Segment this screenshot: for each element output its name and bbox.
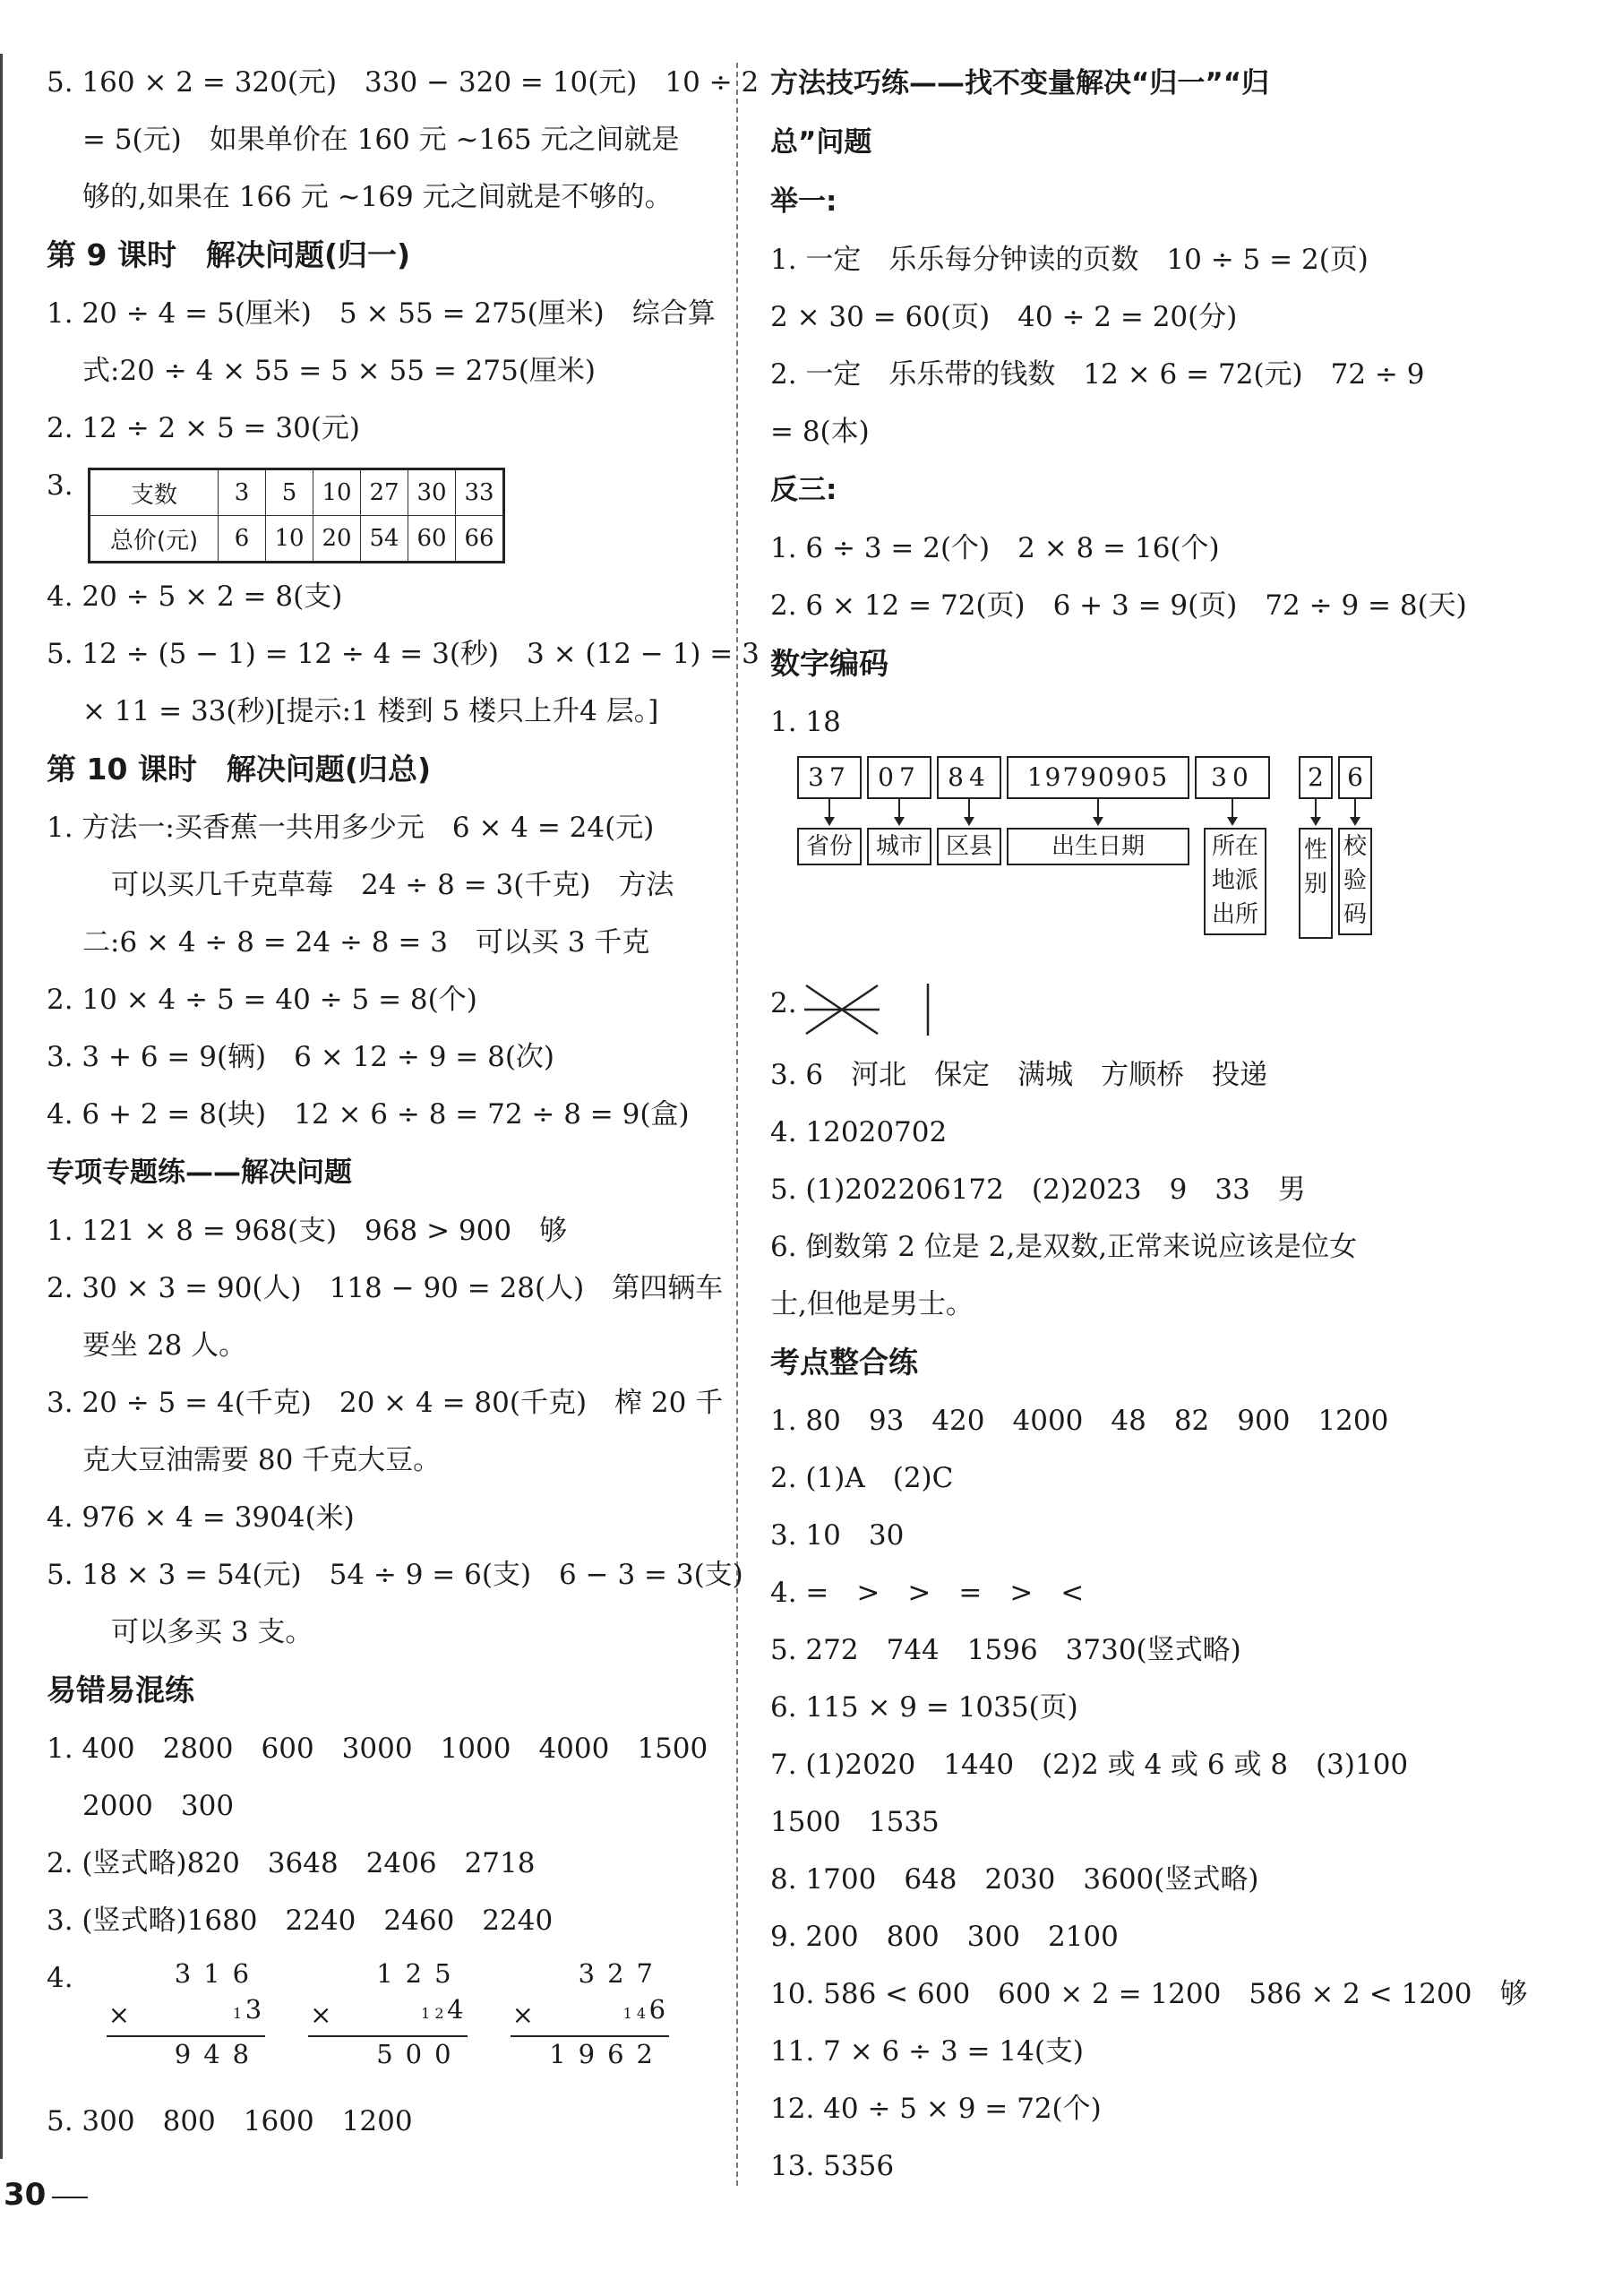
table-cell: 54 [361,516,408,563]
answer-line: 2. (1)A (2)C [770,1462,954,1494]
page-number-rule [52,2197,88,2198]
times-sign: × [511,1999,534,2030]
answer-line: 5. (1)202206172 (2)2023 9 33 男 [770,1174,1306,1206]
section-heading-method: 方法技巧练——找不变量解决“归一”“归 [770,67,1270,99]
answer-line: 可以买几千克草莓 24 ÷ 8 = 3(千克) 方法 [111,869,674,901]
section-heading-method-cont: 总”问题 [770,126,872,159]
section-heading-special: 专项专题练——解决问题 [47,1157,352,1189]
id-segment-box: 07 [867,756,931,799]
question-number: 3. [47,469,73,502]
answer-line: 4. = > > = > < [770,1577,1085,1609]
answer-line: 3. 6 河北 保定 满城 方顺桥 投递 [770,1059,1268,1091]
answer-line: 10. 586 < 600 600 × 2 = 1200 586 × 2 < 1200 够 [770,1978,1528,2010]
answer-line: 士,但他是男士。 [770,1288,974,1320]
question-number: 2. [770,987,797,1019]
question-number: 4. [47,1962,73,1994]
id-segment-box: 30 [1195,756,1270,799]
vertical-multiplication [301,1949,485,2084]
subheading-example: 举一: [770,185,837,218]
answer-line: 5. 300 800 1600 1200 [47,2105,413,2137]
carry-digits: 1 2 [421,2005,444,2022]
answer-line: = 5(元) 如果单价在 160 元 ~165 元之间就是 [82,124,680,156]
answer-line: 9. 200 800 300 2100 [770,1921,1119,1953]
multiplicand: 316 [174,1958,262,1989]
multiplier: 3 [245,1994,262,2025]
answer-line: 1500 1535 [770,1806,940,1838]
table-header-cell: 总价(元) [90,516,219,563]
table-cell: 66 [456,516,504,563]
multiplier: 6 [648,1994,666,2025]
times-sign: × [310,1999,332,2030]
table-header-cell: 支数 [90,469,219,516]
price-table [88,468,505,563]
product: 500 [376,2039,464,2069]
answer-line: 3. (竖式略)1680 2240 2460 2240 [47,1905,554,1937]
answer-line: 2. 10 × 4 ÷ 5 = 40 ÷ 5 = 8(个) [47,984,477,1016]
section-heading-mistakes: 易错易混练 [47,1673,194,1707]
arrow-down-icon [1232,799,1233,824]
table-row [90,516,504,563]
answer-line: 4. 20 ÷ 5 × 2 = 8(支) [47,580,343,613]
table-cell: 33 [456,469,504,516]
carry-digits: 1 4 [622,2005,647,2022]
answer-line: 2. 30 × 3 = 90(人) 118 − 90 = 28(人) 第四辆车 [47,1272,724,1304]
table-cell: 10 [266,516,313,563]
subheading-practice: 反三: [770,474,837,506]
table-cell: 27 [361,469,408,516]
id-segment-label: 校验码 [1338,828,1372,935]
multiplicand: 125 [376,1958,464,1989]
answer-line: 7. (1)2020 1440 (2)2 或 4 或 6 或 8 (3)100 [770,1749,1409,1781]
answer-line: 1. 20 ÷ 4 = 5(厘米) 5 × 55 = 275(厘米) 综合算 [47,297,716,330]
matching-answer [770,975,1433,1046]
answer-line: = 8(本) [770,416,870,448]
answer-line: 1. 6 ÷ 3 = 2(个) 2 × 8 = 16(个) [770,532,1220,564]
id-segment-label: 城市 [867,828,931,865]
id-segment-box: 37 [797,756,862,799]
section-heading-review: 考点整合练 [770,1345,918,1380]
table-cell: 20 [313,516,361,563]
page-number: 30 [4,2177,47,2213]
answer-line: 要坐 28 人。 [82,1329,247,1362]
id-segment-label: 省份 [797,828,862,865]
answer-line: 2. 一定 乐乐带的钱数 12 × 6 = 72(元) 72 ÷ 9 [770,358,1425,391]
section-heading-lesson-9: 第 9 课时 解决问题(归一) [47,237,411,272]
answer-line: 可以多买 3 支。 [111,1616,313,1648]
matching-lines-icon [797,978,940,1041]
multiplier: 4 [447,1994,464,2025]
answer-line: 2 × 30 = 60(页) 40 ÷ 2 = 20(分) [770,301,1238,333]
answer-line: × 11 = 33(秒)[提示:1 楼到 5 楼只上升4 层。] [82,695,659,727]
answer-line: 克大豆油需要 80 千克大豆。 [82,1444,442,1476]
page-left-edge [0,54,3,2159]
table-cell: 10 [313,469,361,516]
id-segment-box: 2 [1299,756,1333,799]
id-segment-label: 出生日期 [1007,828,1189,865]
answer-line: 5. 12 ÷ (5 − 1) = 12 ÷ 4 = 3(秒) 3 × (12 − 1) = 3 [47,638,760,670]
answer-line: 1. 121 × 8 = 968(支) 968 > 900 够 [47,1215,568,1247]
table-cell: 5 [266,469,313,516]
arrow-down-icon [968,799,970,824]
answer-line: 1. 80 93 420 4000 48 82 900 1200 [770,1405,1389,1437]
id-segment-label: 区县 [937,828,1001,865]
answer-line: 2000 300 [82,1790,235,1822]
times-sign: × [107,1999,131,2030]
arrow-down-icon [898,799,900,824]
answer-line: 13. 5356 [770,2150,895,2182]
multiplicand: 327 [578,1958,666,1989]
answer-line: 11. 7 × 6 ÷ 3 = 14(支) [770,2035,1085,2068]
answer-line: 3. 20 ÷ 5 = 4(千克) 20 × 4 = 80(千克) 榨 20 千 [47,1387,724,1419]
section-heading-lesson-10: 第 10 课时 解决问题(归总) [47,752,432,787]
answer-line: 5. 160 × 2 = 320(元) 330 − 320 = 10(元) 10 ÷ 2 [47,66,760,99]
answer-line: 3. 10 30 [770,1519,905,1552]
answer-line: 3. 3 + 6 = 9(辆) 6 × 12 ÷ 9 = 8(次) [47,1041,555,1073]
answer-line: 6. 115 × 9 = 1035(页) [770,1691,1078,1724]
right-column [770,54,1528,2195]
table-cell: 60 [408,516,456,563]
answer-line: 2. (竖式略)820 3648 2406 2718 [47,1847,536,1879]
arrow-down-icon [828,799,830,824]
table-cell: 3 [219,469,266,516]
id-segment-box: 84 [937,756,1001,799]
column-divider [736,63,738,2186]
vertical-multiplication [503,1949,687,2084]
arrow-down-icon [1315,799,1317,824]
answer-line: 12. 40 ÷ 5 × 9 = 72(个) [770,2093,1102,2125]
vertical-multiplication-row [47,1949,705,2093]
answer-line: 4. 6 + 2 = 8(块) 12 × 6 ÷ 8 = 72 ÷ 8 = 9(盒) [47,1098,690,1131]
rule-line [107,2035,265,2037]
id-segment-box: 19790905 [1007,756,1189,799]
answer-line: 6. 倒数第 2 位是 2,是双数,正常来说应该是位女 [770,1231,1358,1263]
id-segment-label: 性别 [1299,828,1333,939]
answer-line: 2. 6 × 12 = 72(页) 6 + 3 = 9(页) 72 ÷ 9 = 8(天) [770,589,1467,622]
left-column [47,54,760,2150]
arrow-down-icon [1354,799,1356,824]
answer-line: 1. 方法一:买香蕉一共用多少元 6 × 4 = 24(元) [47,812,655,844]
answer-line: 8. 1700 648 2030 3600(竖式略) [770,1863,1259,1896]
carry-digits: 1 [232,2005,243,2022]
answer-line: 5. 18 × 3 = 54(元) 54 ÷ 9 = 6(支) 6 − 3 = 3(支) [47,1559,743,1591]
answer-line: 够的,如果在 166 元 ~169 元之间就是不够的。 [82,181,673,213]
table-row [90,469,504,516]
answer-line: 4. 12020702 [770,1116,948,1148]
id-code-diagram [797,751,1433,975]
id-segment-label: 所在地派出所 [1204,828,1266,935]
product: 948 [174,2039,262,2069]
answer-line: 1. 400 2800 600 3000 1000 4000 1500 [47,1733,708,1765]
product: 1962 [549,2039,666,2069]
answer-line: 2. 12 ÷ 2 × 5 = 30(元) [47,412,361,444]
rule-line [511,2035,669,2037]
answer-table-row [47,457,705,568]
answer-line: 二:6 × 4 ÷ 8 = 24 ÷ 8 = 3 可以买 3 千克 [82,926,650,959]
answer-line: 5. 272 744 1596 3730(竖式略) [770,1634,1241,1666]
table-cell: 6 [219,516,266,563]
id-segment-box: 6 [1338,756,1372,799]
vertical-multiplication [99,1949,283,2084]
section-heading-coding: 数字编码 [770,646,888,681]
answer-line: 式:20 ÷ 4 × 55 = 5 × 55 = 275(厘米) [82,355,597,387]
answer-line: 1. 一定 乐乐每分钟读的页数 10 ÷ 5 = 2(页) [770,244,1369,276]
answer-line: 4. 976 × 4 = 3904(米) [47,1501,355,1534]
table-cell: 30 [408,469,456,516]
answer-line: 1. 18 [770,706,841,738]
arrow-down-icon [1097,799,1099,824]
rule-line [308,2035,467,2037]
